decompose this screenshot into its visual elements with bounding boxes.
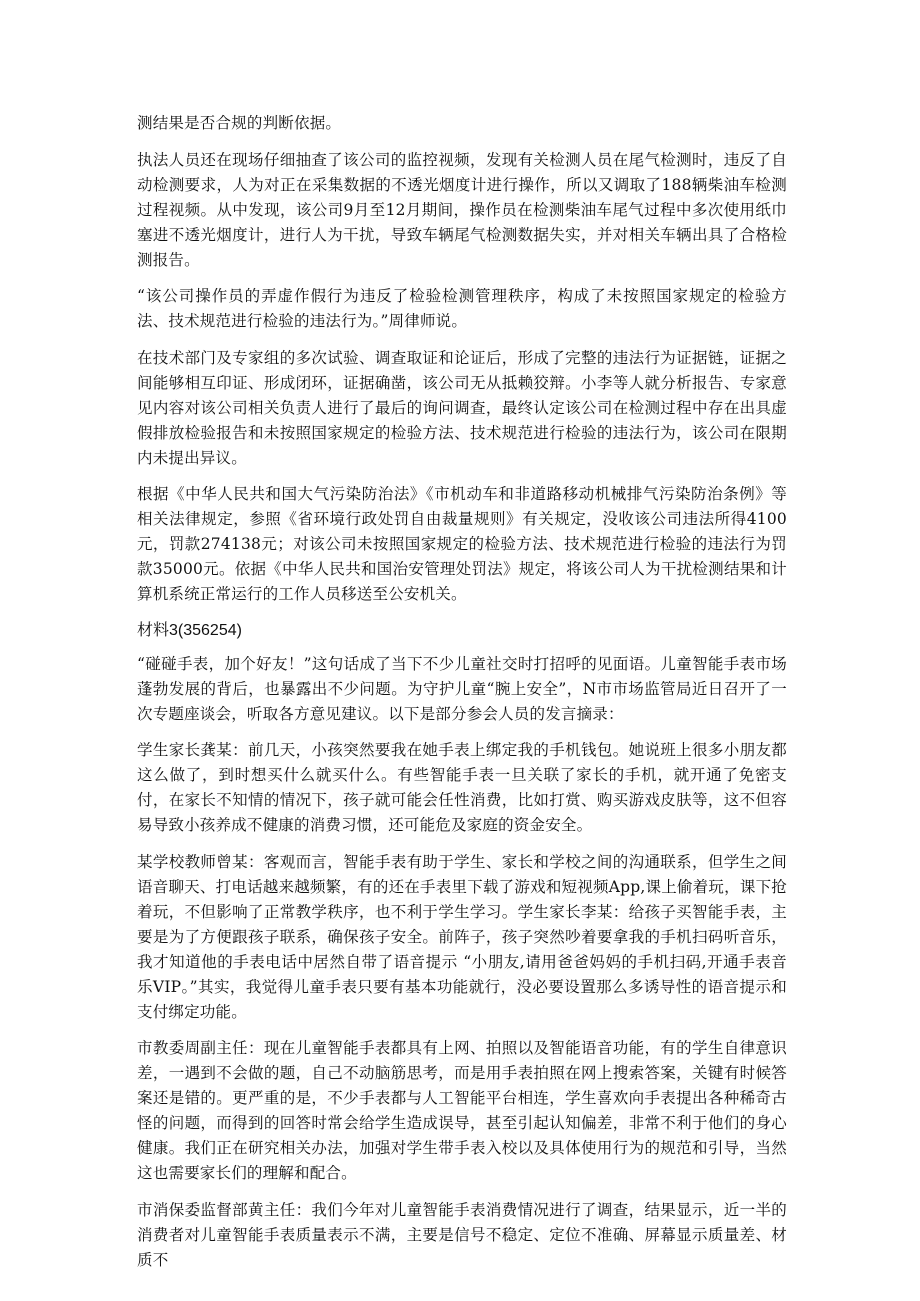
document-page [137, 111, 787, 1284]
paragraph-intro: “碰碰手表，加个好友！”这句话成了当下不少儿童社交时打招呼的见面语。儿童智能手表市场蓬勃发展的背后，也暴露出不少问题。为守护儿童“腕上安全”，N市市场监管局近日召开了一次专题座谈会，听取各方意见建议。以下是部分参会人员的发言摘录： [137, 654, 787, 723]
paragraph-parent-gong: 学生家长龚某：前几天，小孩突然要我在她手表上绑定我的手机钱包。她说班上很多小朋友都这么做了，到时想买什么就买什么。有些智能手表一旦关联了家长的手机，就开通了免密支付，在家长不知情的情况下，孩子就可能会任性消费，比如打赏、购买游戏皮肤等，这不但容易导致小孩养成不健康的消费习惯，还可能危及家庭的资金安全。 [137, 741, 787, 834]
paragraph-teacher-zeng: 某学校教师曾某：客观而言，智能手表有助于学生、家长和学校之间的沟通联系，但学生之间语音聊天、打电话越来越频繁，有的还在手表里下载了游戏和短视频App,课上偷着玩，课下抢着玩，不但影响了正常教学秩序，也不利于学生学习。学生家长李某：给孩子买智能手表，主要是为了方便跟孩子联系，确保孩子安全。前阵子，孩子突然吵着要拿我的手机扫码听音乐，我才知道他的手表电话中居然自带了语音提示 “小朋友,请用爸爸妈妈的手机扫码,开通手表音乐VIP。”其实，我觉得儿童手表只要有基本功能就行，没必要设置那么多诱导性的语音提示和支付绑定功能。 [137, 852, 787, 1021]
paragraph-continuation: 测结果是否合规的判断依据。 [137, 114, 342, 132]
paragraph-inspection: 执法人员还在现场仔细抽查了该公司的监控视频，发现有关检测人员在尾气检测时，违反了自动检测要求，人为对正在采集数据的不透光烟度计进行操作，所以又调取了188辆柴油车检测过程视频。从中发现，该公司9月至12月期间，操作员在检测柴油车尾气过程中多次使用纸巾塞进不透光烟度计，进行人为干扰，导致车辆尾气检测数据失实，并对相关车辆出具了合格检测报告。 [137, 150, 787, 269]
paragraph-penalty: 根据《中华人民共和国大气污染防治法》《市机动车和非道路移动机械排气污染防治条例》等相关法律规定，参照《省环境行政处罚自由裁量规则》有关规定，没收该公司违法所得4100元，罚款274138元；对该公司未按照国家规定的检验方法、技术规范进行检验的违法行为罚款35000元。依据《中华人民共和国治安管理处罚法》规定，将该公司人为干扰检测结果和计算机系统正常运行的工作人员移送至公安机关。 [137, 485, 787, 603]
paragraph-consumer-huang: 市消保委监督部黄主任：我们今年对儿童智能手表消费情况进行了调查，结果显示，近一半的消费者对儿童智能手表质量表示不满，主要是信号不稳定、定位不准确、屏幕显示质量差、材质不 [137, 1200, 787, 1269]
paragraph-evidence: 在技术部门及专家组的多次试验、调查取证和论证后，形成了完整的违法行为证据链，证据之间能够相互印证、形成闭环，证据确凿，该公司无从抵赖狡辩。小李等人就分析报告、专家意见内容对该公司相关负责人进行了最后的询问调查，最终认定该公司在检测过程中存在出具虚假排放检验报告和未按照国家规定的检验方法、技术规范进行检验的违法行为，该公司在限期内未提出异议。 [137, 348, 787, 467]
section-heading-material-3: 材料3(356254) [137, 621, 242, 639]
paragraph-lawyer-quote: “该公司操作员的弄虚作假行为违反了检验检测管理秩序，构成了未按照国家规定的检验方法、技术规范进行检验的违法行为。”周律师说。 [137, 287, 787, 330]
paragraph-education-zhou: 市教委周副主任：现在儿童智能手表都具有上网、拍照以及智能语音功能，有的学生自律意识差，一遇到不会做的题，自己不动脑筋思考，而是用手表拍照在网上搜索答案，关键有时候答案还是错的。更严重的是，不少手表都与人工智能平台相连，学生喜欢向手表提出各种稀奇古怪的问题，而得到的回答时常会给学生造成误导，甚至引起认知偏差，非常不利于他们的身心健康。我们正在研究相关办法，加强对学生带手表入校以及具体使用行为的规范和引导，当然这也需要家长们的理解和配合。 [137, 1039, 787, 1182]
